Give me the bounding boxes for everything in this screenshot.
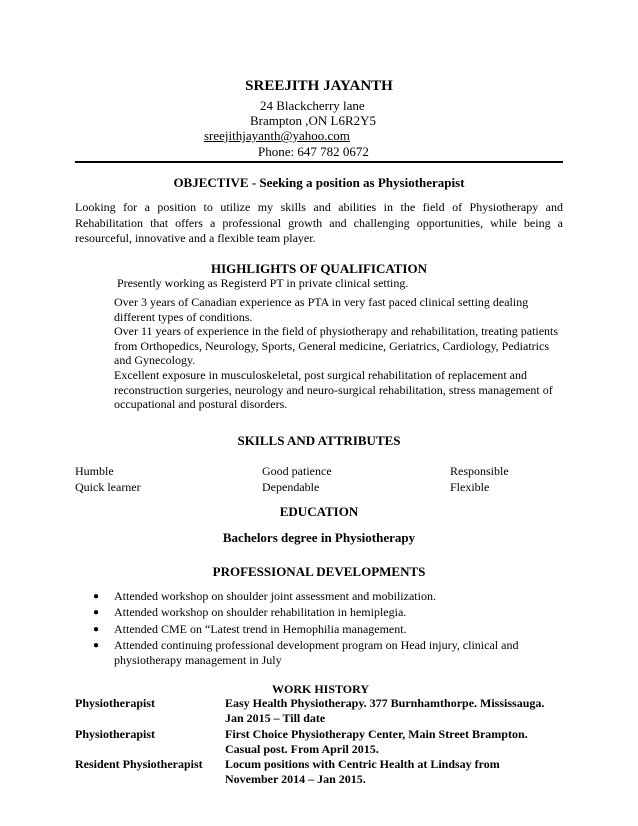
work-heading: WORK HISTORY (272, 682, 370, 696)
job-employer: First Choice Physiotherapy Center, Main Street Brampton. (225, 727, 528, 741)
job-dates: Jan 2015 – Till date (225, 711, 326, 725)
job-role: Physiotherapist (75, 727, 156, 741)
highlight-item: Over 3 years of Canadian experience as PTA in very fast paced clinical setting dealing different types of conditions. (114, 295, 529, 324)
highlight-item: Excellent exposure in musculoskeletal, post surgical rehabilitation of replacement and reconstruction surgeries, neurology and neuro-surgical rehabilitation, stress management of occupational and postural disorders. (114, 368, 553, 412)
address-city: Brampton ,ON L6R2Y5 (250, 113, 377, 128)
skills-heading: SKILLS AND ATTRIBUTES (237, 433, 401, 448)
professional-item: Attended workshop on shoulder rehabilitation in hemiplegia. (114, 605, 407, 619)
header-divider (75, 161, 563, 163)
bullet-icon: ● (93, 591, 100, 602)
bullet-icon: ● (93, 640, 100, 651)
professional-item: Attended continuing professional development program on Head injury, clinical and physiotherapy management in July (114, 638, 519, 667)
professional-item: Attended workshop on shoulder joint assessment and mobilization. (114, 589, 436, 603)
job-role: Physiotherapist (75, 696, 156, 710)
job-employer: Locum positions with Centric Health at Lindsay from (225, 757, 500, 771)
bullet-icon: ● (93, 624, 100, 635)
highlights-heading: HIGHLIGHTS OF QUALIFICATION (211, 261, 427, 276)
skill-item: Humble (75, 464, 114, 478)
bullet-icon: ● (93, 607, 100, 618)
skill-item: Flexible (450, 480, 490, 494)
professional-item: Attended CME on “Latest trend in Hemophilia management. (114, 622, 407, 636)
professional-heading: PROFESSIONAL DEVELOPMENTS (212, 564, 426, 579)
job-role: Resident Physiotherapist (75, 757, 203, 771)
education-degree: Bachelors degree in Physiotherapy (222, 530, 416, 545)
job-dates: Casual post. From April 2015. (225, 742, 379, 756)
job-dates: November 2014 – Jan 2015. (225, 772, 366, 786)
objective-text: Looking for a position to utilize my skills and abilities in the field of Physiotherapy and Rehabilitation that offers a professional growth and challenging opportunities, while being a resourceful, innovative and a flexible team player. (75, 200, 563, 245)
phone-number: Phone: 647 782 0672 (258, 144, 369, 159)
objective-heading: OBJECTIVE - Seeking a position as Physiotherapist (173, 175, 465, 190)
highlight-item: Over 11 years of experience in the field of physiotherapy and rehabilitation, treating patients from Orthopedics, Neurology, Sports, General medicine, Geriatrics, Cardiology, Pediatrics and Gynecology. (114, 324, 559, 368)
skill-item: Responsible (450, 464, 509, 478)
resume-name: SREEJITH JAYANTH (245, 78, 393, 94)
job-employer: Easy Health Physiotherapy. 377 Burnhamthorpe. Mississauga. (225, 696, 545, 710)
email-link[interactable]: sreejithjayanth@yahoo.com (204, 128, 350, 143)
address-street: 24 Blackcherry lane (260, 98, 365, 113)
skill-item: Dependable (262, 480, 320, 494)
highlight-item: Presently working as Registerd PT in private clinical setting. (117, 276, 409, 290)
skill-item: Quick learner (75, 480, 141, 494)
education-heading: EDUCATION (279, 504, 359, 519)
skill-item: Good patience (262, 464, 332, 478)
